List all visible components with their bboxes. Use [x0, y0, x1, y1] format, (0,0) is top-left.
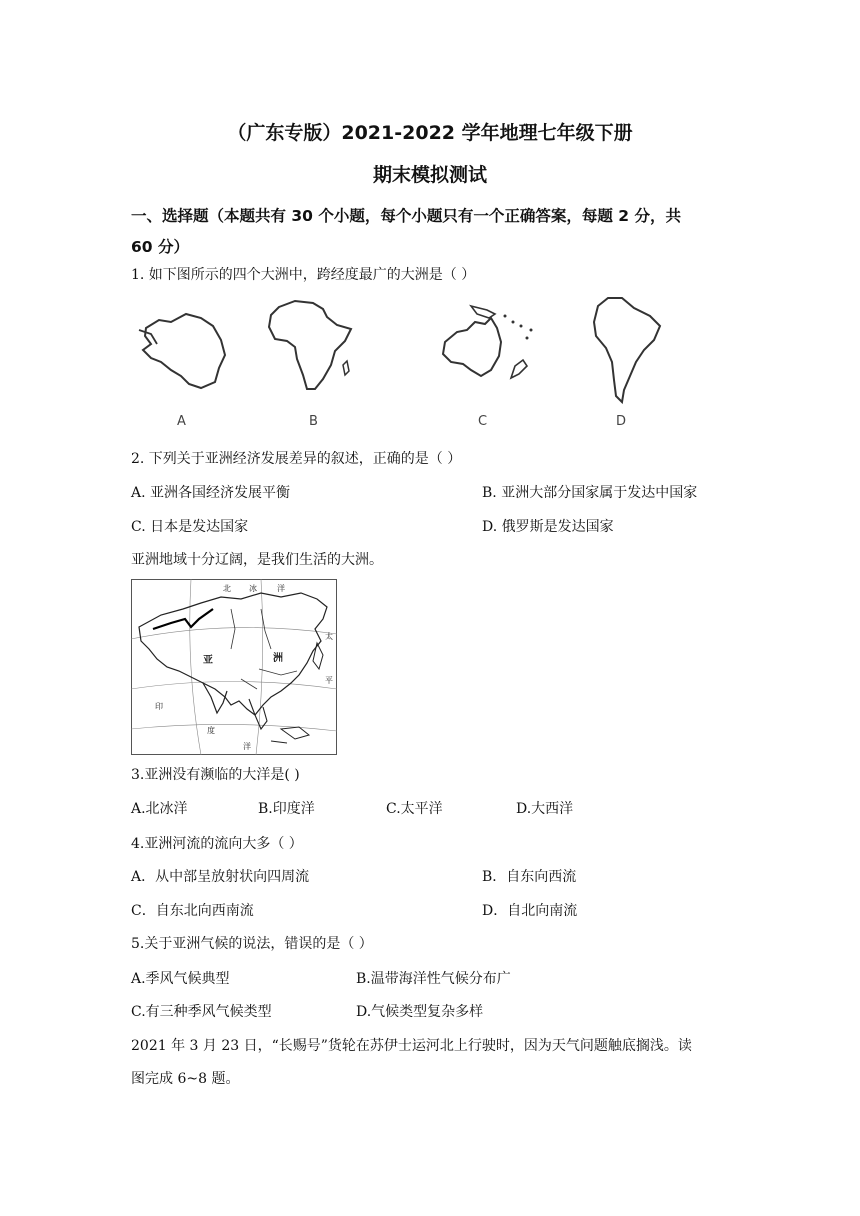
exam-title: （广东专版）2021-2022 学年地理七年级下册 — [227, 122, 633, 144]
south-america-outline-icon — [588, 292, 668, 407]
asia-map — [131, 579, 337, 755]
figure-label-a: A — [177, 414, 186, 429]
map-label-bing: 冰 — [249, 584, 257, 593]
question-5-stem: 5.关于亚洲气候的说法，错误的是（ ） — [131, 936, 373, 952]
question-4-stem: 4.亚洲河流的流向大多（ ） — [131, 836, 303, 852]
q4-option-d: D．自北向南流 — [482, 903, 578, 919]
q2-option-d: D. 俄罗斯是发达国家 — [482, 519, 614, 535]
q4-option-a: A．从中部呈放射状向四周流 — [131, 869, 310, 885]
section-heading: 一、选择题（本题共有 30 个小题，每个小题只有一个正确答案，每题 2 分，共 — [131, 207, 681, 225]
map-label-bei: 北 — [223, 584, 231, 593]
section-heading-cont: 60 分） — [131, 238, 189, 256]
q4-option-b: B．自东向西流 — [482, 869, 577, 885]
q4-option-c: C．自东北向西南流 — [131, 903, 254, 919]
q5-option-c: C.有三种季风气候类型 — [131, 1004, 272, 1020]
question-1-stem: 1. 如下图所示的四个大洲中，跨经度最广的大洲是（ ） — [131, 267, 476, 283]
q3-option-a: A.北冰洋 — [131, 801, 188, 817]
q5-option-b: B.温带海洋性气候分布广 — [356, 971, 511, 987]
exam-subtitle: 期末模拟测试 — [372, 164, 487, 186]
map-label-yang: 洋 — [277, 584, 285, 593]
q6-intro-line1: 2021 年 3 月 23 日，“长赐号”货轮在苏伊士运河北上行驶时，因为天气问题触底搁浅。读 — [131, 1038, 692, 1054]
oceania-outline-icon — [435, 302, 545, 382]
africa-outline-icon — [265, 295, 360, 395]
q2-option-c: C. 日本是发达国家 — [131, 519, 249, 535]
map-label-du: 度 — [207, 726, 215, 735]
question-3-stem: 3.亚洲没有濒临的大洋是( ) — [131, 767, 300, 783]
asia-intro-text: 亚洲地域十分辽阔，是我们生活的大洲。 — [131, 552, 383, 568]
q3-option-c: C.太平洋 — [386, 801, 443, 817]
map-label-yang2: 洋 — [243, 742, 251, 751]
figure-label-c: C — [478, 414, 488, 429]
figure-label-d: D — [616, 414, 627, 429]
q2-option-a: A. 亚洲各国经济发展平衡 — [131, 485, 291, 501]
q2-option-b: B. 亚洲大部分国家属于发达中国家 — [482, 485, 698, 501]
antarctica-outline-icon — [131, 300, 231, 395]
q3-option-b: B.印度洋 — [258, 801, 315, 817]
question-2-stem: 2. 下列关于亚洲经济发展差异的叙述，正确的是（ ） — [131, 451, 462, 467]
q5-option-a: A.季风气候典型 — [131, 971, 230, 987]
map-label-yin: 印 — [155, 702, 163, 711]
q5-option-d: D.气候类型复杂多样 — [356, 1004, 484, 1020]
map-label-ya: 亚 — [203, 655, 213, 666]
map-label-zhou: 洲 — [273, 653, 283, 664]
map-label-tai: 太 — [325, 632, 333, 641]
map-label-ping: 平 — [325, 676, 333, 685]
figure-label-b: B — [309, 414, 318, 429]
q3-option-d: D.大西洋 — [516, 801, 574, 817]
q6-intro-line2: 图完成 6~8 题。 — [131, 1071, 240, 1087]
